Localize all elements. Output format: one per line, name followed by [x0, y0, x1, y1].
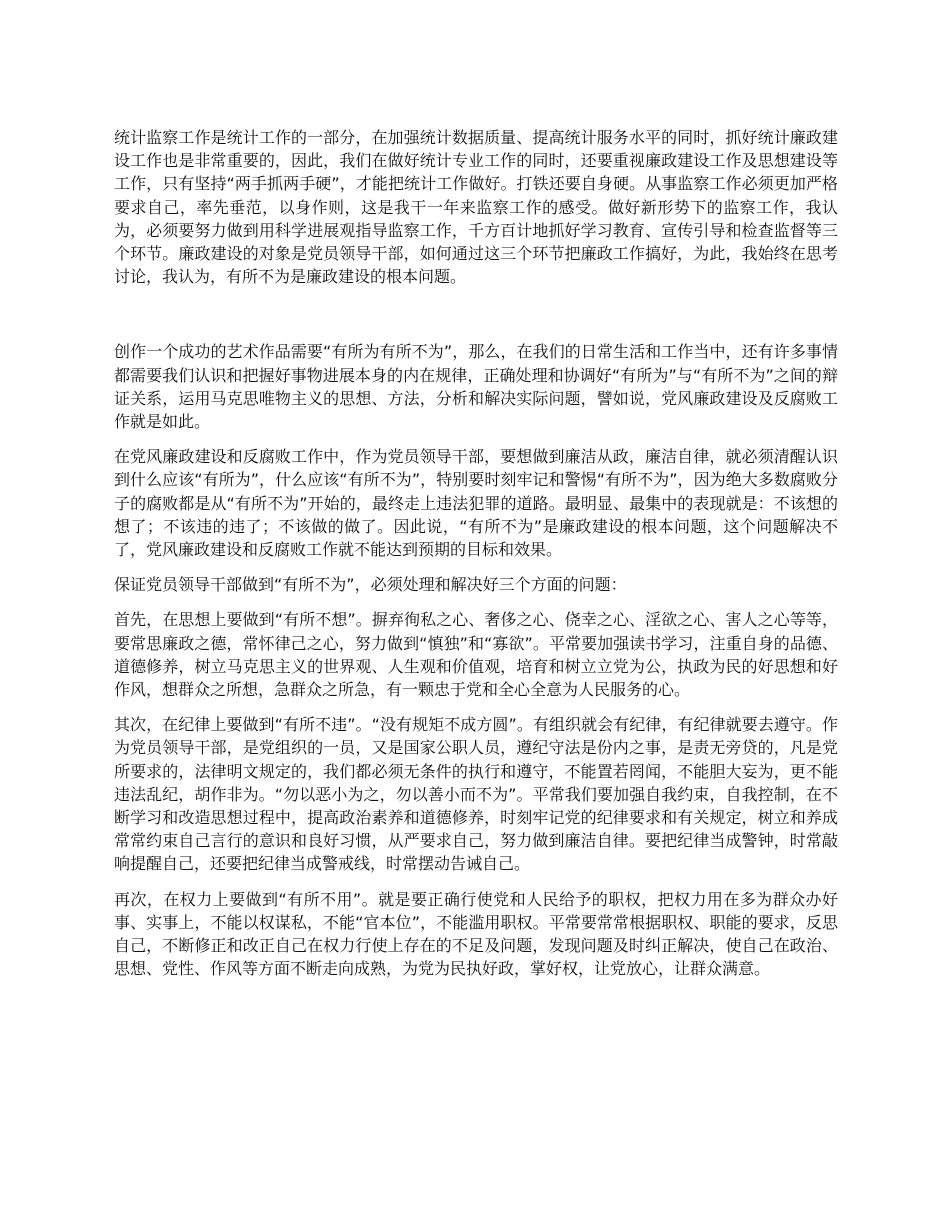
body-paragraph-3: 保证党员领导干部做到“有所不为”，必须处理和解决好三个方面的问题： — [114, 575, 627, 595]
body-paragraph-1: 创作一个成功的艺术作品需要“有所为有所不为”，那么，在我们的日常生活和工作当中，还有许多事情都需要我们认识和把握好事物进展本身的内在规律，正确处理和协调好“有所为”与“有所不为”之间的辩证关系，运用马克思唯物主义的思想、方法，分析和解决实际问题，譬如说，党风廉政建设及反腐败工作就是如此。 — [114, 342, 838, 432]
body-paragraph-6: 再次，在权力上要做到“有所不用”。就是要正确行使党和人民给予的职权，把权力用在多为群众办好事、实事上，不能以权谋私，不能“官本位”，不能滥用职权。平常要常常根据职权、职能的要求，反思自己，不断修正和改正自己在权力行使上存在的不足及问题，发现问题及时纠正解决，使自己在政治、思想、党性、作风等方面不断走向成熟，为党为民执好政，掌好权，让党放心，让群众满意。 — [114, 889, 838, 979]
intro-paragraph: 统计监察工作是统计工作的一部分，在加强统计数据质量、提高统计服务水平的同时，抓好统计廉政建设工作也是非常重要的，因此，我们在做好统计专业工作的同时，还要重视廉政建设工作及思想建设等工作，只有坚持“两手抓两手硬”，才能把统计工作做好。打铁还要自身硬。从事监察工作必须更加严格要求自己，率先垂范，以身作则，这是我干一年来监察工作的感受。做好新形势下的监察工作，我认为，必须要努力做到用科学进展观指导监察工作，千方百计地抓好学习教育、宣传引导和检查监督等三个环节。廉政建设的对象是党员领导干部，如何通过这三个环节把廉政工作搞好，为此，我始终在思考讨论，我认为，有所不为是廉政建设的根本问题。 — [114, 128, 838, 287]
body-paragraph-2: 在党风廉政建设和反腐败工作中，作为党员领导干部，要想做到廉洁从政，廉洁自律，就必须清醒认识到什么应该“有所为”，什么应该“有所不为”，特别要时刻牢记和警惕“有所不为”，因为绝大多数腐败分子的腐败都是从“有所不为”开始的，最终走上违法犯罪的道路。最明显、最集中的表现就是：不该想的想了；不该违的违了；不该做的做了。因此说，“有所不为”是廉政建设的根本问题，这个问题解决不了，党风廉政建设和反腐败工作就不能达到预期的目标和效果。 — [114, 447, 838, 560]
section-spacer — [114, 288, 838, 340]
body-paragraph-5: 其次，在纪律上要做到“有所不违”。“没有规矩不成方圆”。有组织就会有纪律，有纪律就要去遵守。作为党员领导干部，是党组织的一员，又是国家公职人员，遵纪守法是份内之事，是责无旁贷的，凡是党所要求的，法律明文规定的，我们都必须无条件的执行和遵守，不能置若罔闻，不能胆大妄为，更不能违法乱纪，胡作非为。“勿以恶小为之，勿以善小而不为”。平常我们要加强自我约束，自我控制，在不断学习和改造思想过程中，提高政治素养和道德修养，时刻牢记党的纪律要求和有关规定，树立和养成常常约束自己言行的意识和良好习惯，从严要求自己，努力做到廉洁自律。要把纪律当成警钟，时常敲响提醒自己，还要把纪律当成警戒线，时常摆动告诫自己。 — [114, 715, 838, 874]
document-body — [114, 126, 838, 993]
body-paragraph-4: 首先，在思想上要做到“有所不想”。摒弃徇私之心、奢侈之心、侥幸之心、淫欲之心、害人之心等等，要常思廉政之德，常怀律己之心，努力做到“慎独”和“寡欲”。平常要加强读书学习，注重自身的品德、道德修养，树立马克思主义的世界观、人生观和价值观，培育和树立立党为公，执政为民的好思想和好作风，想群众之所想，急群众之所急，有一颗忠于党和全心全意为人民服务的心。 — [114, 610, 838, 700]
